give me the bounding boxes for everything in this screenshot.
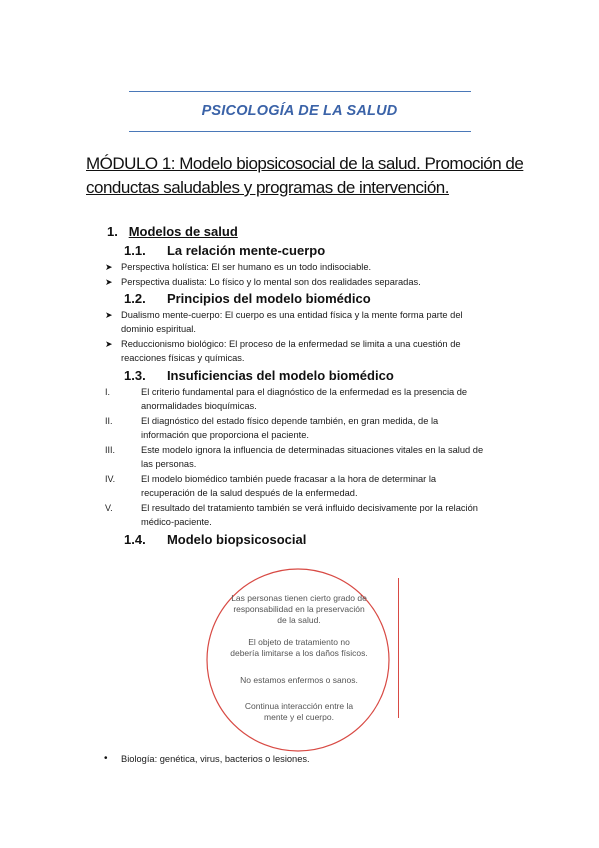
list-item-line: Reduccionismo biológico: El proceso de la enfermedad se limita a una cuestión de: [121, 339, 461, 349]
subsection-1-1-title: La relación mente-cuerpo: [166, 243, 326, 258]
header-title: PSICOLOGÍA DE LA SALUD: [201, 103, 398, 119]
bullet-dot-icon: •: [104, 753, 108, 764]
list-item-line: reacciones físicas y químicas.: [121, 353, 245, 363]
diagram-text-block-4: [226, 701, 372, 723]
diagram-line: de la salud.: [277, 615, 321, 625]
roman-numeral: II.: [105, 416, 113, 426]
arrow-bullet-icon: ➤: [105, 277, 113, 287]
list-item: Perspectiva dualista: Lo físico y lo mental son dos realidades separadas.: [121, 277, 421, 287]
diagram-line: responsabilidad en la preservación: [233, 604, 365, 614]
subsection-1-2-title: Principios del modelo biomédico: [166, 291, 371, 306]
list-item: Perspectiva holística: El ser humano es un todo indisociable.: [121, 262, 372, 272]
diagram-text-block-1: [226, 593, 372, 626]
list-item-line: El resultado del tratamiento también se verá influido decisivamente por la relación: [141, 503, 478, 513]
subsection-1-1-number: 1.1.: [124, 243, 146, 258]
diagram-line: No estamos enfermos o sanos.: [240, 675, 358, 685]
list-item-line: El diagnóstico del estado físico depende también, en gran medida, de la: [141, 416, 439, 426]
subsection-1-4-title: Modelo biopsicosocial: [166, 532, 307, 547]
header-top-rule: [129, 91, 471, 92]
list-item-line: El criterio fundamental para el diagnóstico de la enfermedad es la presencia de: [141, 387, 468, 397]
section-1-title: Modelos de salud: [128, 224, 238, 239]
diagram-text-block-3: [226, 675, 372, 686]
subsection-1-4-number: 1.4.: [124, 532, 146, 547]
list-item-line: las personas.: [141, 459, 197, 469]
section-1-number: 1.: [107, 224, 118, 239]
subsection-1-3-title: Insuficiencias del modelo biomédico: [166, 368, 394, 383]
diagram-side-line: [398, 578, 399, 718]
list-item-line: dominio espiritual.: [121, 324, 196, 334]
diagram-line: debería limitarse a los daños físicos.: [230, 648, 368, 658]
module-title: MÓDULO 1: Modelo biopsicosocial de la salud. Promoción de conductas saludables y programas de intervención.: [86, 154, 524, 197]
subsection-1-2-heading: [124, 291, 371, 306]
diagram-line: Continua interacción entre la: [244, 701, 354, 711]
bottom-list-item: Biología: genética, virus, bacterios o lesiones.: [121, 754, 310, 764]
list-item-line: anormalidades bioquímicas.: [141, 401, 257, 411]
diagram-text-block-2: [226, 637, 372, 659]
subsection-1-3-number: 1.3.: [124, 368, 146, 383]
list-item-line: El modelo biomédico también puede fracasar a la hora de determinar la: [141, 474, 437, 484]
list-item-line: médico-paciente.: [141, 517, 212, 527]
subsection-1-4-heading: [124, 532, 306, 547]
roman-numeral: I.: [105, 387, 111, 397]
section-1-heading: [107, 224, 238, 239]
arrow-bullet-icon: ➤: [105, 262, 113, 272]
diagram-line: mente y el cuerpo.: [264, 712, 334, 722]
diagram-line: El objeto de tratamiento no: [248, 637, 350, 647]
list-item-line: Dualismo mente-cuerpo: El cuerpo es una entidad física y la mente forma parte del: [121, 310, 463, 320]
roman-numeral: III.: [105, 445, 116, 455]
subsection-1-2-number: 1.2.: [124, 291, 146, 306]
arrow-bullet-icon: ➤: [105, 339, 113, 349]
subsection-1-3-heading: [124, 368, 394, 383]
header-bottom-rule: [129, 131, 471, 132]
list-item-line: información que proporciona el paciente.: [141, 430, 309, 440]
roman-numeral: V.: [105, 503, 113, 513]
arrow-bullet-icon: ➤: [105, 310, 113, 320]
list-item-line: Este modelo ignora la influencia de determinadas situaciones vitales en la salud de: [141, 445, 484, 455]
roman-numeral: IV.: [105, 474, 116, 484]
diagram-line: Las personas tienen cierto grado de: [231, 593, 367, 603]
subsection-1-1-heading: [124, 243, 325, 258]
list-item-line: recuperación de la salud después de la enfermedad.: [141, 488, 358, 498]
